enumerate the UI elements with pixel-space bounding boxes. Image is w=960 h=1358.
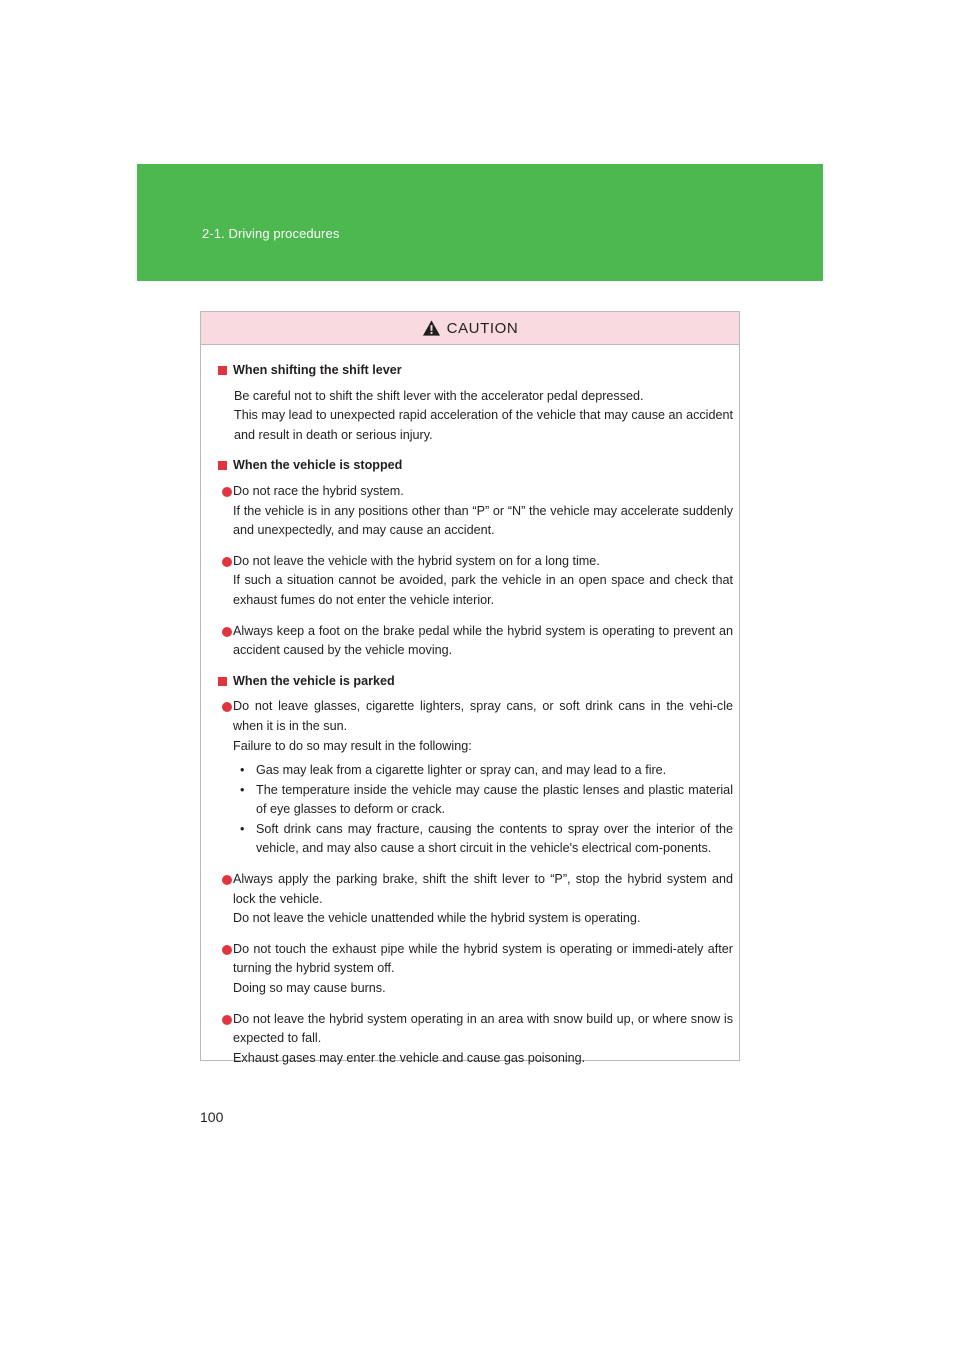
list-item xyxy=(218,622,733,661)
bullet-dot-icon xyxy=(222,487,232,497)
list-item xyxy=(218,482,733,541)
item-line: If the vehicle is in any positions other than “P” or “N” the vehicle may accelerate suddenly and unexpectedly, and may cause an accident. xyxy=(233,503,733,538)
caution-header xyxy=(201,312,739,345)
warning-triangle-icon xyxy=(422,319,441,337)
caution-title: CAUTION xyxy=(446,319,519,337)
item-line: Exhaust gases may enter the vehicle and cause gas poisoning. xyxy=(233,1050,586,1065)
bullet-dot-icon xyxy=(222,945,232,955)
item-line: Always apply the parking brake, shift the shift lever to “P”, stop the hybrid system and lock the vehicle. xyxy=(233,872,733,906)
sub-list-item: • Soft drink cans may fracture, causing the contents to spray over the interior of the vehicle, and may also cause a short circuit in the vehicle's electrical com-ponents. xyxy=(218,820,733,859)
page-number: 100 xyxy=(200,1109,224,1125)
list-stopped xyxy=(218,482,733,661)
item-line: Doing so may cause burns. xyxy=(233,981,386,996)
sub-list-item: • Gas may leak from a cigarette lighter or spray can, and may lead to a fire. xyxy=(218,761,733,781)
heading-stopped: When the vehicle is stopped xyxy=(218,456,733,476)
list-item xyxy=(218,697,733,859)
section-header-band xyxy=(137,164,823,281)
item-line: Do not leave the hybrid system operating in an area with snow build up, or where snow is expected to fall. xyxy=(233,1011,733,1046)
list-item xyxy=(218,870,733,929)
item-line: Do not leave the vehicle with the hybrid system on for a long time. xyxy=(233,553,600,568)
item-line: Do not leave the vehicle unattended while the hybrid system is operating. xyxy=(233,911,641,926)
section-label: 2-1. Driving procedures xyxy=(202,226,340,241)
sub-list xyxy=(218,761,733,859)
sub-list-item: • The temperature inside the vehicle may cause the plastic lenses and plastic material of eye glasses to deform or crack. xyxy=(218,781,733,820)
caution-box xyxy=(200,311,740,1065)
item-line: Do not touch the exhaust pipe while the hybrid system is operating or immedi-ately after turning the hybrid system off. xyxy=(233,941,733,976)
paragraph-line: Be careful not to shift the shift lever with the accelerator pedal depressed. xyxy=(234,388,644,403)
heading-shifting: When shifting the shift lever xyxy=(218,361,733,381)
item-line: Failure to do so may result in the following: xyxy=(233,738,472,753)
bullet-dot-icon xyxy=(222,875,232,885)
list-item xyxy=(218,1010,733,1069)
bullet-dot-icon xyxy=(222,627,232,637)
item-line: If such a situation cannot be avoided, park the vehicle in an open space and check that exhaust fumes do not enter the vehicle interior. xyxy=(233,573,733,607)
list-item xyxy=(218,552,733,611)
heading-parked: When the vehicle is parked xyxy=(218,672,733,692)
bullet-dot-icon xyxy=(222,702,232,712)
list-item xyxy=(218,940,733,999)
caution-content xyxy=(201,345,739,1068)
paragraph-line: This may lead to unexpected rapid acceleration of the vehicle that may cause an accident and result in death or serious injury. xyxy=(234,408,733,442)
item-line: Do not race the hybrid system. xyxy=(233,483,404,498)
bullet-dot-icon xyxy=(222,557,232,567)
paragraph xyxy=(218,387,733,446)
bullet-dot-icon xyxy=(222,1015,232,1025)
list-parked xyxy=(218,697,733,1068)
item-line: Always keep a foot on the brake pedal while the hybrid system is operating to prevent an accident caused by the vehicle moving. xyxy=(233,623,733,658)
item-line: Do not leave glasses, cigarette lighters, spray cans, or soft drink cans in the vehi-cle when it is in the sun. xyxy=(233,699,733,733)
